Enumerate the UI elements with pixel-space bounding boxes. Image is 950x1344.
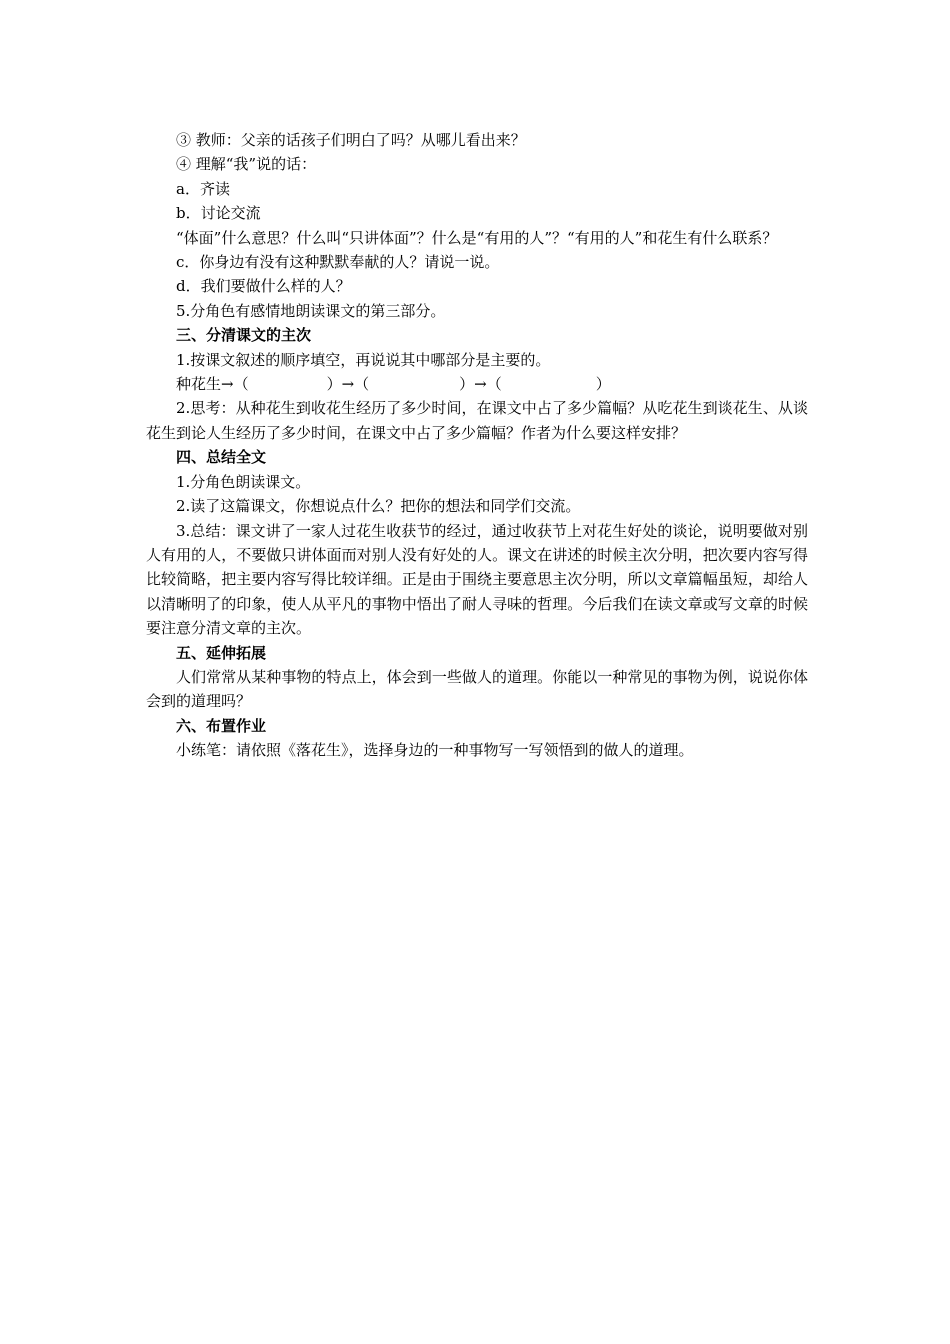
- item-5-role-reading: 5.分角色有感情地朗读课文的第三部分。: [176, 301, 446, 320]
- section-5-heading: 五、延伸拓展: [176, 643, 267, 662]
- document-body: [146, 128, 808, 763]
- teacher-question: ③ 教师：父亲的话孩子们明白了吗？从哪儿看出来？: [176, 131, 526, 149]
- section-4-item-2: 2.读了这篇课文，你想说点什么？把你的想法和同学们交流。: [176, 497, 581, 516]
- section-5-text: 人们常常从某种事物的特点上，体会到一些做人的道理。你能以一种常见的事物为例，说说你体会到的道理吗？: [146, 667, 808, 711]
- step-d-reflect: d．我们要做什么样的人？: [176, 277, 351, 296]
- discussion-questions: “体面”什么意思？什么叫“只讲体面”？什么是“有用的人”？“有用的人”和花生有什么联系？: [176, 228, 778, 247]
- fill-in-sequence: [146, 372, 808, 396]
- understand-my-words: ④ 理解“我”说的话：: [176, 155, 317, 174]
- section-3-heading: 三、分清课文的主次: [176, 326, 312, 345]
- step-a-read-together: a．齐读: [176, 179, 230, 198]
- section-6-heading: 六、布置作业: [176, 716, 267, 735]
- section-4-heading: 四、总结全文: [176, 448, 267, 467]
- fill-start: 种花生→（: [176, 375, 249, 394]
- section-4-item-1: 1.分角色朗读课文。: [176, 472, 311, 491]
- fill-mid-1: ）→（: [326, 375, 370, 394]
- section-3-item-2: 2.思考：从种花生到收花生经历了多少时间，在课文中占了多少篇幅？从吃花生到谈花生、从谈花生到论人生经历了多少时间，在课文中占了多少篇幅？作者为什么要这样安排？: [146, 399, 808, 442]
- section-3-item-1: 1.按课文叙述的顺序填空，再说说其中哪部分是主要的。: [176, 350, 551, 369]
- section-6-text: 小练笔：请依照《落花生》，选择身边的一种事物写一写领悟到的做人的道理。: [176, 741, 694, 760]
- section-4-item-3: 3.总结：课文讲了一家人过花生收获节的经过，通过收获节上对花生好处的谈论，说明要做对别人有用的人，不要做只讲体面而对别人没有好处的人。课文在讲述的时候主次分明，把次要内容写得比较简略，把主要内容写得比较详细。正是由于围绕主要意思主次分明，所以文章篇幅虽短，却给人以清晰明了的印象，使人从平凡的事物中悟出了耐人寻味的哲理。今后我们在读文章或写文章的时候要注意分清文章的主次。: [146, 521, 808, 638]
- step-b-discuss: b．讨论交流: [176, 204, 261, 223]
- step-c-share: c．你身边有没有这种默默奉献的人？请说一说。: [176, 253, 500, 272]
- fill-mid-2: ）→（: [459, 375, 502, 394]
- fill-end: ）: [595, 375, 611, 394]
